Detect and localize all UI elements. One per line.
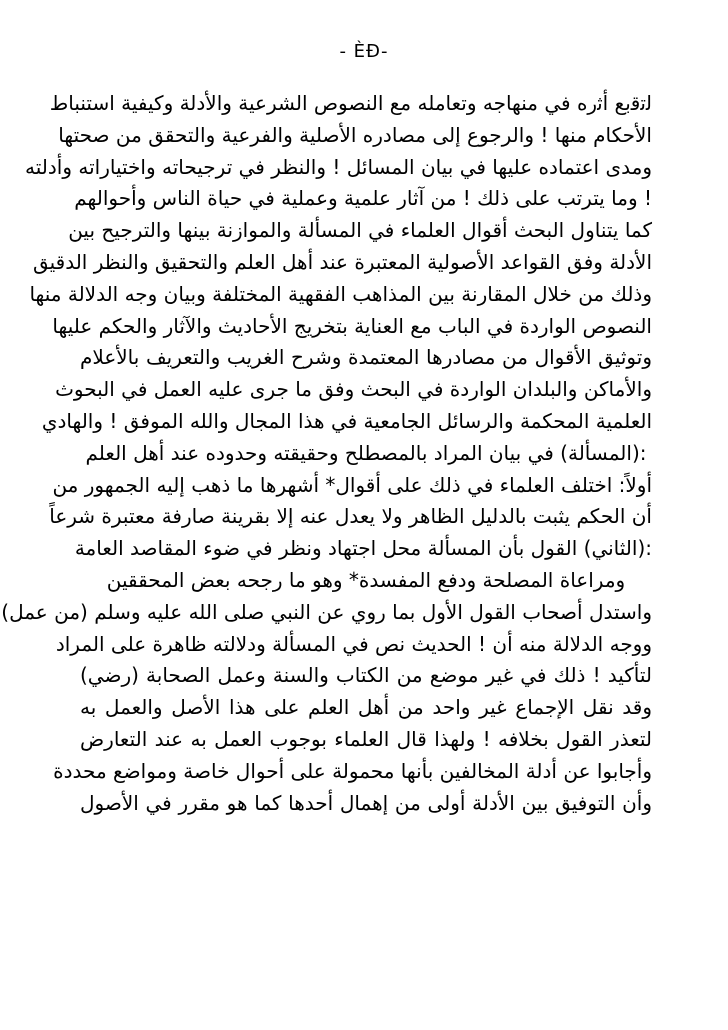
text-line: ﺍﻷﺣﻜﺎﻡ ﻣﻨﻬﺎ ! ﻭﺍﻟﺮﺟﻮﻉ ﺇﻟﻰ ﻣﺼﺎﺩﺭﻩ ﺍﻷﺻﻠﻴﺔ ﻭﺍﻟﻔﺮﻋﻴﺔ ﻭﺍﻟﺘﺤﻘﻖ ﻣﻦ ﺻﺤﺘﻬﺎ	[58, 122, 652, 147]
text-line: ﻭﻗﺪ ﻧﻘﻞ ﺍﻹﺟﻤﺎﻉ ﻏﻴﺮ ﻭﺍﺣﺪ ﻣﻦ ﺃﻫﻞ ﺍﻟﻌﻠﻢ ﻋﻠﻰ ﻫﺬﺍ ﺍﻷﺻﻞ ﻭﺍﻟﻌﻤﻞ ﺑﻪ	[80, 695, 652, 720]
text-line: ﻛﻤﺎ ﻳﺘﻨﺎﻭﻝ ﺍﻟﺒﺤﺚ ﺃﻗﻮﺍﻝ ﺍﻟﻌﻠﻤﺎﺀ ﻓﻲ ﺍﻟﻤﺴﺄﻟﺔ ﻭﺍﻟﻤﻮﺍﺯﻧﺔ ﺑﻴﻨﻬﺎ ﻭﺍﻟﺘﺮﺟﻴﺢ ﺑﻴﻦ	[68, 218, 652, 243]
document-body	[1, 88, 652, 819]
text-line: ﻭﺫﻟﻚ ﻣﻦ ﺧﻼﻝ ﺍﻟﻤﻘﺎﺭﻧﺔ ﺑﻴﻦ ﺍﻟﻤﺬﺍﻫﺐ ﺍﻟﻔﻘﻬﻴﺔ ﺍﻟﻤﺨﺘﻠﻔﺔ ﻭﺑﻴﺎﻥ ﻭﺟﻪ ﺍﻟﺪﻻﻟﺔ ﻣﻨﻬﺎ	[29, 281, 652, 306]
text-line: ﻟﺘﻌﺬﺭ ﺍﻟﻘﻮﻝ ﺑﺨﻼﻓﻪ ! ﻭﻟﻬﺬﺍ ﻗﺎﻝ ﺍﻟﻌﻠﻤﺎﺀ ﺑﻮﺟﻮﺏ ﺍﻟﻌﻤﻞ ﺑﻪ ﻋﻨﺪ ﺍﻟﺘﻌﺎﺭﺽ	[80, 726, 652, 751]
text-line: ﻭﺍﺳﺘﺪﻝ ﺃﺻﺤﺎﺏ ﺍﻟﻘﻮﻝ ﺍﻷﻭﻝ ﺑﻤﺎ ﺭﻭﻱ ﻋﻦ ﺍﻟﻨﺒﻲ ﺻﻠﻰ ﺍﻟﻠﻪ ﻋﻠﻴﻪ ﻭﺳﻠﻢ (ﻣﻦ ﻋﻤﻞ)	[1, 599, 652, 624]
text-line: ﻭﻣﺮﺍﻋﺎﺓ ﺍﻟﻤﺼﻠﺤﺔ ﻭﺩﻓﻊ ﺍﻟﻤﻔﺴﺪﺓ* ﻭﻫﻮ ﻣﺎ ﺭﺟﺤﻪ ﺑﻌﺾ ﺍﻟﻤﺤﻘﻘﻴﻦ	[106, 567, 626, 592]
text-line: ! ﻭﻣﺎ ﻳﺘﺮﺗﺐ ﻋﻠﻰ ﺫﻟﻚ ! ﻣﻦ ﺁﺛﺎﺭ ﻋﻠﻤﻴﺔ ﻭﻋﻤﻠﻴﺔ ﻓﻲ ﺣﻴﺎﺓ ﺍﻟﻨﺎﺱ ﻭﺃﺣﻮﺍﻟﻬﻢ	[74, 186, 652, 211]
text-line: ﺍﻷﺩﻟﺔ ﻭﻓﻖ ﺍﻟﻘﻮﺍﻋﺪ ﺍﻷﺻﻮﻟﻴﺔ ﺍﻟﻤﻌﺘﺒﺮﺓ ﻋﻨﺪ ﺃﻫﻞ ﺍﻟﻌﻠﻢ ﻭﺍﻟﺘﺤﻘﻴﻖ ﻭﺍﻟﻨﻈﺮ ﺍﻟﺪﻗﻴﻖ	[32, 249, 652, 274]
text-line: ﻭﺗﻮﺛﻴﻖ ﺍﻷﻗﻮﺍﻝ ﻣﻦ ﻣﺼﺎﺩﺭﻫﺎ ﺍﻟﻤﻌﺘﻤﺪﺓ ﻭﺷﺮﺡ ﺍﻟﻐﺮﻳﺐ ﻭﺍﻟﺘﻌﺮﻳﻒ ﺑﺎﻷﻋﻼﻡ	[80, 345, 652, 370]
text-line: ﻭﺃﻥ ﺍﻟﺘﻮﻓﻴﻖ ﺑﻴﻦ ﺍﻷﺩﻟﺔ ﺃﻭﻟﻰ ﻣﻦ ﺇﻫﻤﺎﻝ ﺃﺣﺪﻫﺎ ﻛﻤﺎ ﻫﻮ ﻣﻘﺮﺭ ﻓﻲ ﺍﻷﺻﻮﻝ	[80, 790, 652, 815]
page-number: - ÈÐ-	[339, 41, 389, 62]
text-line: :(ﺍﻟﻤﺴﺄﻟﺔ) ﻓﻲ ﺑﻴﺎﻥ ﺍﻟﻤﺮﺍﺩ ﺑﺎﻟﻤﺼﻄﻠﺢ ﻭﺣﻘﻴﻘﺘﻪ ﻭﺣﺪﻭﺩﻩ ﻋﻨﺪ ﺃﻫﻞ ﺍﻟﻌﻠﻢ	[85, 440, 647, 465]
text-line: ﺃﻥ ﺍﻟﺤﻜﻢ ﻳﺜﺒﺖ ﺑﺎﻟﺪﻟﻴﻞ ﺍﻟﻈﺎﻫﺮ ﻭﻻ ﻳﻌﺪﻝ ﻋﻨﻪ ﺇﻻ ﺑﻘﺮﻳﻨﺔ ﺻﺎﺭﻓﺔ ﻣﻌﺘﺒﺮﺓ ﺷﺮﻋﺎً	[49, 504, 652, 529]
text-line: ﻭﻭﺟﻪ ﺍﻟﺪﻻﻟﺔ ﻣﻨﻪ ﺃﻥ ! ﺍﻟﺤﺪﻳﺚ ﻧﺺ ﻓﻲ ﺍﻟﻤﺴﺄﻟﺔ ﻭﺩﻻﻟﺘﻪ ﻇﺎﻫﺮﺓ ﻋﻠﻰ ﺍﻟﻤﺮﺍﺩ	[55, 631, 652, 656]
text-line: ﻭﻣﺪﻯ ﺍﻋﺘﻤﺎﺩﻩ ﻋﻠﻴﻬﺎ ﻓﻲ ﺑﻴﺎﻥ ﺍﻟﻤﺴﺎﺋﻞ ! ﻭﺍﻟﻨﻈﺮ ﻓﻲ ﺗﺮﺟﻴﺤﺎﺗﻪ ﻭﺍﺧﺘﻴﺎﺭﺍﺗﻪ ﻭﺃﺩﻟﺘﻪ	[25, 154, 652, 179]
text-line: :(ﺍﻟﺜﺎﻧﻲ) ﺍﻟﻘﻮﻝ ﺑﺄﻥ ﺍﻟﻤﺴﺄﻟﺔ ﻣﺤﻞ ﺍﺟﺘﻬﺎﺩ ﻭﻧﻈﺮ ﻓﻲ ﺿﻮﺀ ﺍﻟﻤﻘﺎﺻﺪ ﺍﻟﻌﺎﻣﺔ	[74, 536, 652, 561]
text-line: ﻟﺘﺄﻛﻴﺪ ! ﺫﻟﻚ ﻓﻲ ﻏﻴﺮ ﻣﻮﺿﻊ ﻣﻦ ﺍﻟﻜﺘﺎﺏ ﻭﺍﻟﺴﻨﺔ ﻭﻋﻤﻞ ﺍﻟﺼﺤﺎﺑﺔ (ﺭﺿﻲ)	[80, 663, 652, 688]
text-line: ﺃﻭﻻً: ﺍﺧﺘﻠﻒ ﺍﻟﻌﻠﻤﺎﺀ ﻓﻲ ﺫﻟﻚ ﻋﻠﻰ ﺃﻗﻮﺍﻝ* ﺃﺷﻬﺮﻫﺎ ﻣﺎ ﺫﻫﺐ ﺇﻟﻴﻪ ﺍﻟﺠﻤﻬﻮﺭ ﻣﻦ	[52, 472, 652, 497]
text-line: ﺍﻟﻌﻠﻤﻴﺔ ﺍﻟﻤﺤﻜﻤﺔ ﻭﺍﻟﺮﺳﺎﺋﻞ ﺍﻟﺠﺎﻣﻌﻴﺔ ﻓﻲ ﻫﺬﺍ ﺍﻟﻤﺠﺎﻝ ﻭﺍﻟﻠﻪ ﺍﻟﻤﻮﻓﻖ ! ﻭﺍﻟﻬﺎﺩﻱ	[41, 408, 652, 433]
text-line: ﻭﺍﻷﻣﺎﻛﻦ ﻭﺍﻟﺒﻠﺪﺍﻥ ﺍﻟﻮﺍﺭﺩﺓ ﻓﻲ ﺍﻟﺒﺤﺚ ﻭﻓﻖ ﻣﺎ ﺟﺮﻯ ﻋﻠﻴﻪ ﺍﻟﻌﻤﻞ ﻓﻲ ﺍﻟﺒﺤﻮﺙ	[55, 377, 652, 402]
text-line: ﻟﺗﻗﺑﻊ ﺃﺛﺭﻩ ﻓﻲ ﻣﻨﻬﺎﺟﻪ ﻭﺗﻌﺎﻣﻠﻪ ﻣﻊ ﺍﻟﻨﺼﻮﺹ ﺍﻟﺸﺮﻋﻴﺔ ﻭﺍﻷﺩﻟﺔ ﻭﻛﻴﻔﻴﺔ ﺍﺳﺘﻨﺒﺎﻁ	[49, 91, 652, 115]
text-line: ﺍﻟﻨﺼﻮﺹ ﺍﻟﻮﺍﺭﺩﺓ ﻓﻲ ﺍﻟﺒﺎﺏ ﻣﻊ ﺍﻟﻌﻨﺎﻳﺔ ﺑﺘﺨﺮﻳﺞ ﺍﻷﺣﺎﺩﻳﺚ ﻭﺍﻵﺛﺎﺭ ﻭﺍﻟﺤﻜﻢ ﻋﻠﻴﻬﺎ	[52, 313, 652, 338]
text-line: ﻭﺃﺟﺎﺑﻮﺍ ﻋﻦ ﺃﺩﻟﺔ ﺍﻟﻤﺨﺎﻟﻔﻴﻦ ﺑﺄﻧﻬﺎ ﻣﺤﻤﻮﻟﺔ ﻋﻠﻰ ﺃﺣﻮﺍﻝ ﺧﺎﺻﺔ ﻭﻣﻮﺍﺿﻊ ﻣﺤﺪﺩﺓ	[53, 758, 652, 783]
